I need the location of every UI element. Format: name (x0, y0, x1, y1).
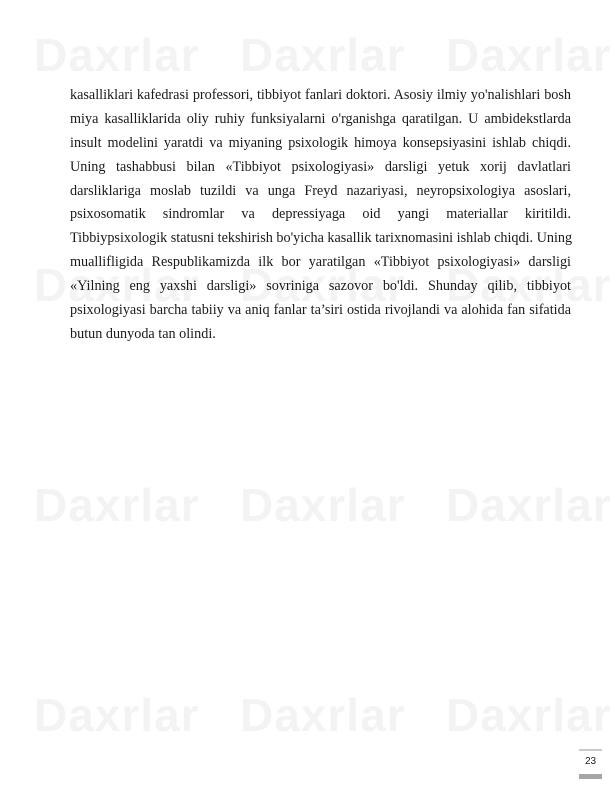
watermark-text (34, 688, 200, 742)
paragraph-line: darsliklariga moslab tuzildi va unga Freyd nazariyasi, neyropsixologiya asoslari, (70, 182, 571, 199)
watermark-text (446, 478, 612, 532)
paragraph-line: insult modelini yaratdi va miyaning psixologik himoya konsepsiyasini ishlab chiqdi. (70, 134, 571, 151)
page-number-bar (579, 774, 602, 779)
watermark-text (240, 28, 406, 82)
watermark-text (446, 688, 612, 742)
paragraph-line: muallifligida Respublikamizda ilk bor yaratilgan «Tibbiyot psixologiyasi» darsligi (70, 254, 571, 271)
watermark-text (240, 688, 406, 742)
body-paragraph (70, 84, 571, 347)
watermark-text (34, 478, 200, 532)
paragraph-line: butun dunyoda tan olindi. (70, 325, 216, 342)
watermark-text (446, 28, 612, 82)
paragraph-line: Tibbiypsixologik statusni tekshirish bo'yicha kasallik tarixnomasini ishlab chiqdi. Uning (70, 230, 573, 247)
paragraph-line: Uning tashabbusi bilan «Tibbiyot psixologiyasi» darsligi yetuk xorij davlatlari (70, 158, 571, 175)
paragraph-line: «Yilning eng yaxshi darsligi» sovriniga sazovor bo'ldi. Shunday qilib, tibbiyot (70, 278, 571, 295)
paragraph-line: psixosomatik sindromlar va depressiyaga oid yangi materiallar kiritildi. (70, 206, 571, 223)
paragraph-line: kasalliklari kafedrasi professori, tibbiyot fanlari doktori. Asosiy ilmiy yo'nalishlari bosh (70, 87, 571, 103)
page-number-box (579, 749, 602, 779)
watermark-text (34, 28, 200, 82)
watermark-text (240, 478, 406, 532)
page-number: 23 (584, 756, 597, 767)
paragraph-line: miya kasalliklarida oliy ruhiy funksiyalarni o'rganishga qaratilgan. U ambidekstlarda (70, 110, 571, 127)
paragraph-line: psixologiyasi barcha tabiiy va aniq fanlar ta’siri ostida rivojlandi va alohida fan sifatida (70, 302, 571, 319)
